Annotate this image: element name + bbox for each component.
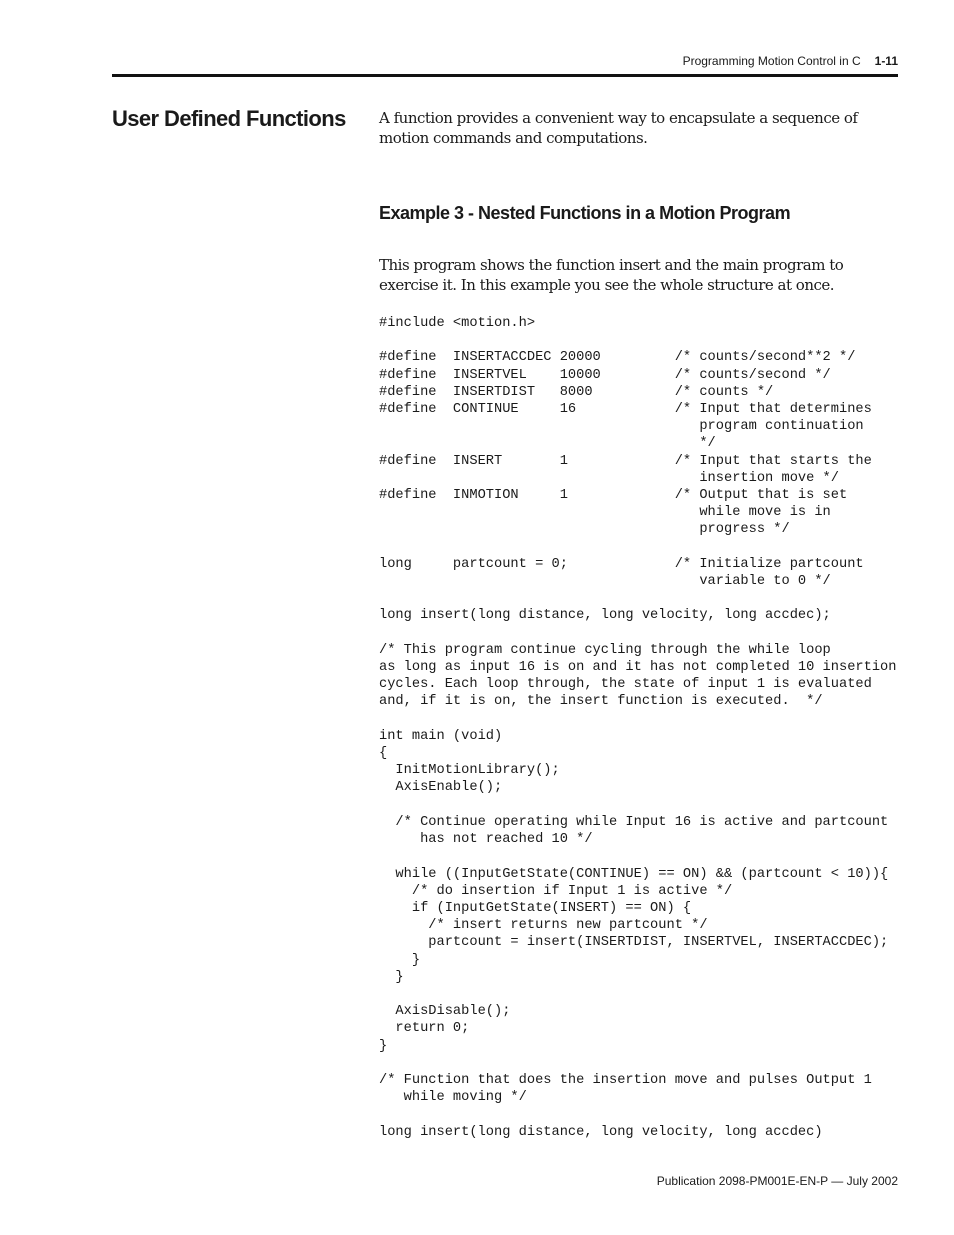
header-section-title: Programming Motion Control in C [682, 54, 861, 68]
header-rule [112, 74, 898, 77]
publication-footer: Publication 2098-PM001E-EN-P — July 2002 [656, 1174, 898, 1188]
section-title: User Defined Functions [112, 106, 346, 131]
intro-paragraph: A function provides a convenient way to encapsulate a sequence of motion commands and computations. [379, 109, 858, 147]
example-heading: Example 3 - Nested Functions in a Motion Program [379, 203, 791, 223]
page-number: 1-11 [874, 54, 898, 68]
code-listing: #include <motion.h> #define INSERTACCDEC 20000 /* counts/second**2 */ #define INSERTVEL 10000 /* counts/second */ #define INSERTDIST 8000 /* counts */ #define CONTINUE 16 /* Input that determines program continuation */ #define INSERT 1 /* Input that starts the insertion move */ #define INMOTION 1 /* Output that is set while move is in progress */ long partcount = 0; /* Initialize partcount variable to 0 */ long insert(long distance, long velocity, long accdec); /* This program continue cycling through the while loop as long as input 16 is on and it has not completed 10 insertion cycles. Each loop through, the state of input 1 is evaluated and, if it is on, the insert function is executed. */ int main (void) { InitMotionLibrary(); AxisEnable(); /* Continue operating while Input 16 is active and partcount has not reached 10 */ while ((InputGetState(CONTINUE) == ON) && (partcount < 10)){ /* do insertion if Input 1 is active */ if (InputGetState(INSERT) == ON) { /* insert returns new partcount */ partcount = insert(INSERTDIST, INSERTVEL, INSERTACCDEC); } } AxisDisable(); return 0; } /* Function that does the insertion move and pulses Output 1 while moving */ long insert(long distance, long velocity, long accdec) [379, 316, 897, 1140]
example-description: This program shows the function insert and the main program to exercise it. In this example you see the whole structure at once. [379, 256, 844, 294]
running-header [112, 52, 898, 70]
